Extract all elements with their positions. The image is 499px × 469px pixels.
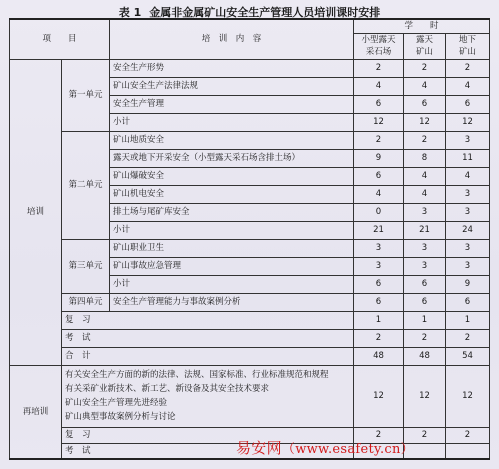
hours-cell: 54 <box>446 347 490 365</box>
table-title <box>0 4 499 18</box>
hours-cell: 1 <box>354 311 404 329</box>
hours-cell: 3 <box>404 239 446 257</box>
content-cell: 安全生产管理能力与事故案例分析 <box>110 293 354 311</box>
hours-cell: 21 <box>404 221 446 239</box>
hours-cell: 9 <box>354 149 404 167</box>
table-row <box>10 293 490 311</box>
hours-cell: 21 <box>354 221 404 239</box>
hours-cell: 8 <box>404 149 446 167</box>
table-row <box>10 239 490 257</box>
hours-cell: 3 <box>446 257 490 275</box>
unit-label: 第一单元 <box>62 59 110 131</box>
hours-cell: 3 <box>404 203 446 221</box>
hours-cell: 2 <box>354 427 404 443</box>
watermark <box>236 437 496 459</box>
retraining-content-cell <box>62 365 354 427</box>
watermark-url: （www.esafety.cn） <box>281 442 414 457</box>
unit-label: 第二单元 <box>62 131 110 239</box>
hours-cell: 2 <box>354 131 404 149</box>
header-hours: 学 时 <box>354 19 490 33</box>
stage-label-retraining: 再培训 <box>10 365 62 459</box>
hours-cell: 6 <box>404 95 446 113</box>
unit-label: 第四单元 <box>62 293 110 311</box>
content-cell: 小计 <box>110 275 354 293</box>
hours-cell: 6 <box>404 275 446 293</box>
tail-label: 复 习 <box>62 311 354 329</box>
header-row <box>10 19 490 33</box>
hours-cell: 3 <box>354 239 404 257</box>
tail-label: 考 试 <box>62 443 354 459</box>
hours-cell: 2 <box>404 131 446 149</box>
header-item: 项 目 <box>10 19 110 59</box>
hours-cell: 6 <box>354 95 404 113</box>
tail-label: 复 习 <box>62 427 354 443</box>
hours-cell: 4 <box>404 77 446 95</box>
table-row <box>10 311 490 329</box>
hours-cell: 2 <box>354 59 404 77</box>
hours-cell: 3 <box>446 185 490 203</box>
hours-cell: 11 <box>446 149 490 167</box>
hours-cell: 2 <box>404 59 446 77</box>
header-mine-type: 小型露天 采石场 <box>354 33 404 59</box>
header-mine-type: 露天 矿山 <box>404 33 446 59</box>
hours-cell: 4 <box>354 185 404 203</box>
table-title-text: 金属非金属矿山安全生产管理人员培训课时安排 <box>149 6 381 19</box>
content-cell: 矿山事故应急管理 <box>110 257 354 275</box>
hours-cell: 6 <box>354 293 404 311</box>
content-cell: 排土场与尾矿库安全 <box>110 203 354 221</box>
hours-cell: 3 <box>446 131 490 149</box>
content-cell: 矿山职业卫生 <box>110 239 354 257</box>
hours-cell: 4 <box>404 167 446 185</box>
header-content: 培 训 内 容 <box>110 19 354 59</box>
retraining-content-line: 有关采矿业新技术、新工艺、新设备及其安全技术要求 <box>65 384 270 394</box>
hours-cell: 3 <box>404 257 446 275</box>
table-number: 表 1 <box>118 6 142 19</box>
hours-cell: 2 <box>446 427 490 443</box>
hours-cell: 9 <box>446 275 490 293</box>
hours-cell: 12 <box>354 365 404 427</box>
stage-label-initial: 培训 <box>10 59 62 365</box>
hours-cell: 12 <box>354 113 404 131</box>
content-cell: 露天或地下开采安全（小型露天采石场含排土场） <box>110 149 354 167</box>
content-cell: 矿山安全生产法律法规 <box>110 77 354 95</box>
hours-cell: 48 <box>354 347 404 365</box>
hours-cell: 2 <box>446 59 490 77</box>
table-row <box>10 347 490 365</box>
retraining-content-line: 矿山安全生产管理先进经验 <box>65 398 168 408</box>
table-row <box>10 365 490 427</box>
content-cell: 矿山机电安全 <box>110 185 354 203</box>
hours-cell: 2 <box>404 329 446 347</box>
hours-cell: 12 <box>446 113 490 131</box>
content-cell: 矿山地质安全 <box>110 131 354 149</box>
retraining-content-line: 有关安全生产方面的新的法律、法规、国家标准、行业标准规范和规程 <box>65 370 329 380</box>
table-row <box>10 131 490 149</box>
hours-cell: 1 <box>404 311 446 329</box>
hours-cell: 6 <box>354 275 404 293</box>
content-cell: 安全生产管理 <box>110 95 354 113</box>
hours-cell: 4 <box>446 77 490 95</box>
hours-cell: 12 <box>404 365 446 427</box>
content-cell: 矿山爆破安全 <box>110 167 354 185</box>
hours-cell: 3 <box>446 239 490 257</box>
unit-label: 第三单元 <box>62 239 110 293</box>
hours-cell: 3 <box>446 203 490 221</box>
hours-cell: 6 <box>404 293 446 311</box>
hours-cell: 6 <box>446 293 490 311</box>
hours-cell: 48 <box>404 347 446 365</box>
tail-label: 考 试 <box>62 329 354 347</box>
hours-cell: 2 <box>446 329 490 347</box>
content-cell: 小计 <box>110 221 354 239</box>
hours-cell: 3 <box>354 257 404 275</box>
hours-cell: 2 <box>354 329 404 347</box>
header-mine-type: 地下 矿山 <box>446 33 490 59</box>
hours-cell: 4 <box>354 77 404 95</box>
hours-cell: 4 <box>446 167 490 185</box>
hours-cell: 12 <box>404 113 446 131</box>
tail-label: 合 计 <box>62 347 354 365</box>
training-hours-table <box>9 18 490 460</box>
table-row <box>10 59 490 77</box>
hours-cell: 4 <box>404 185 446 203</box>
hours-cell: 2 <box>404 427 446 443</box>
hours-cell: 6 <box>446 95 490 113</box>
table-row <box>10 329 490 347</box>
content-cell: 安全生产形势 <box>110 59 354 77</box>
content-cell: 小计 <box>110 113 354 131</box>
retraining-content-line: 矿山典型事故案例分析与讨论 <box>65 412 176 422</box>
hours-cell: 6 <box>354 167 404 185</box>
hours-cell: 1 <box>446 311 490 329</box>
hours-cell: 24 <box>446 221 490 239</box>
hours-cell: 0 <box>354 203 404 221</box>
watermark-brand: 易安网 <box>236 439 282 457</box>
hours-cell: 12 <box>446 365 490 427</box>
